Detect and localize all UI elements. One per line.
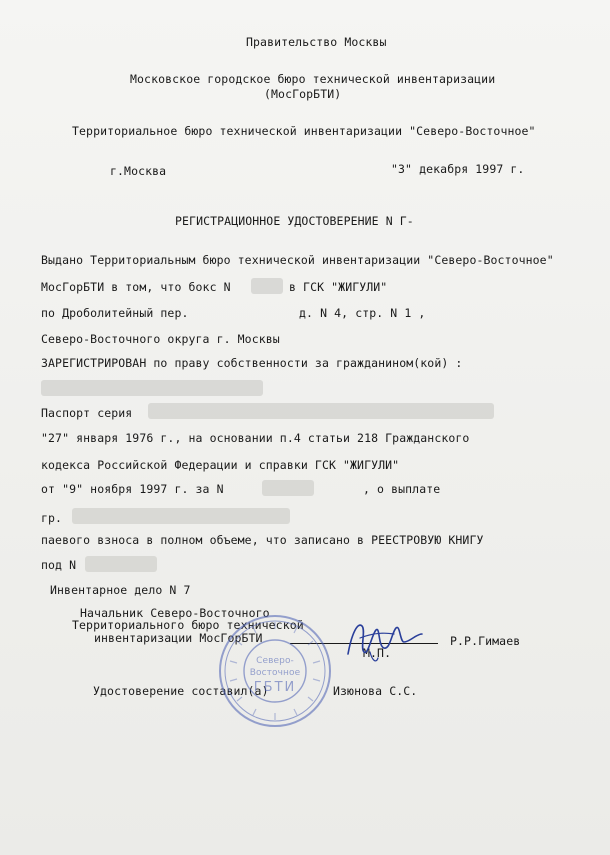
redacted-passport	[148, 403, 494, 419]
stamp-text-2: Восточное	[249, 668, 301, 678]
body-line-5: ЗАРЕГИСТРИРОВАН по праву собственности за гражданином(кой) :	[41, 356, 463, 370]
signatory-name: Р.Р.Гимаев	[450, 634, 521, 648]
body-line-2b: в ГСК "ЖИГУЛИ"	[289, 280, 388, 294]
body-line-passport: Паспорт серия	[41, 406, 133, 420]
signatory-line-3: инвентаризации МосГорБТИ	[94, 631, 263, 645]
official-seal-stamp	[217, 613, 333, 729]
composer-label: Удостоверение составил(а)	[93, 684, 269, 698]
redacted-box-number	[251, 278, 283, 294]
signatory-line-2: Территориального бюро технической	[72, 618, 304, 632]
body-line-9b: , о выплате	[363, 482, 441, 496]
body-line-10: гр.	[41, 511, 63, 525]
stamp-text-1: Северо-	[256, 656, 294, 666]
body-line-3a: по Дроболитейный пер.	[41, 306, 189, 320]
header-bureau: Московское городское бюро технической инвентаризации	[130, 72, 496, 86]
city: г.Москва	[110, 164, 167, 178]
body-line-2a: МосГорБТИ в том, что бокс N	[41, 280, 231, 294]
body-line-4: Северо-Восточного округа г. Москвы	[41, 332, 280, 346]
redacted-reference-number	[262, 480, 314, 496]
redacted-owner-name	[41, 380, 263, 396]
signatory-line-1: Начальник Северо-Восточного	[80, 606, 270, 620]
body-line-7: "27" января 1976 г., на основании п.4 статьи 218 Гражданского	[41, 431, 470, 445]
redacted-citizen-name	[72, 508, 290, 524]
inventory-file: Инвентарное дело N 7	[50, 583, 191, 597]
header-government: Правительство Москвы	[246, 35, 387, 49]
body-line-11: паевого взноса в полном объеме, что записано в РЕЕСТРОВУЮ КНИГУ	[41, 533, 484, 547]
body-line-3b: д. N 4, стр. N 1 ,	[299, 306, 426, 320]
handwritten-signature	[330, 612, 440, 672]
stamp-text-3: ГБТИ	[253, 680, 297, 695]
body-line-1: Выдано Территориальным бюро технической инвентаризации "Северо-Восточное"	[41, 253, 554, 267]
body-line-12: под N	[41, 558, 77, 572]
body-line-9a: от "9" ноября 1997 г. за N	[41, 482, 224, 496]
issue-date: "3" декабря 1997 г.	[391, 162, 525, 176]
stamp-place-label: М.П.	[363, 646, 392, 660]
header-bureau-abbr: (МосГорБТИ)	[264, 87, 342, 101]
redacted-registry-number	[85, 556, 157, 572]
body-line-8: кодекса Российской Федерации и справки ГСК "ЖИГУЛИ"	[41, 458, 400, 472]
composer-name: Изюнова С.С.	[333, 684, 418, 698]
document-title: РЕГИСТРАЦИОННОЕ УДОСТОВЕРЕНИЕ N Г-	[175, 214, 414, 228]
header-territorial: Территориальное бюро технической инвентаризации "Северо-Восточное"	[72, 124, 536, 138]
